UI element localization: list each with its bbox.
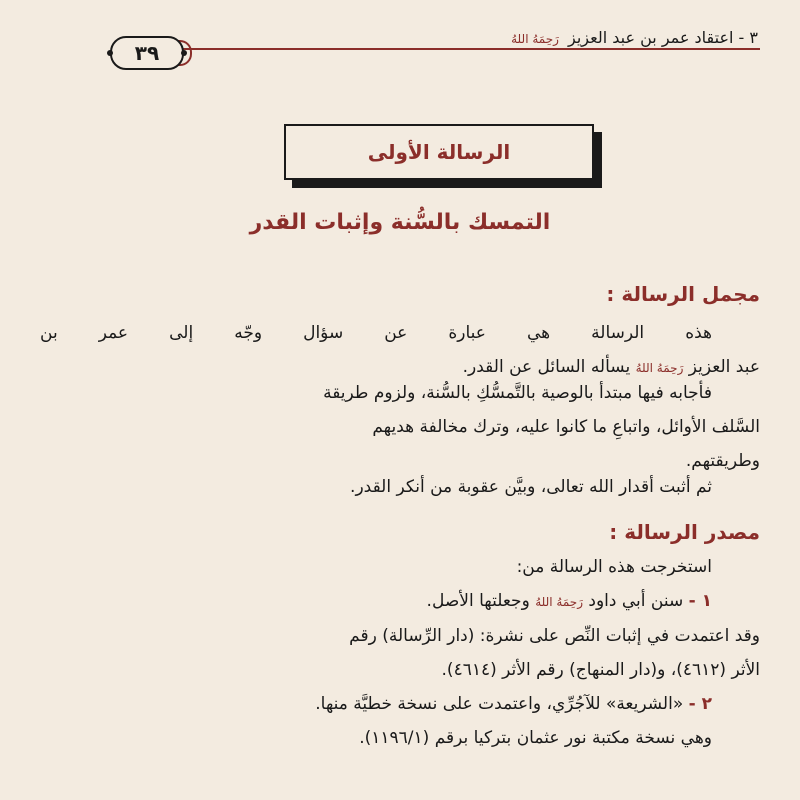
text-line: فأجابه فيها مبتدأ بالوصية بالتَّمسُّكِ بالسُّنة، ولزوم طريقة: [323, 383, 712, 403]
text-line: السَّلف الأوائل، واتباعِ ما كانوا عليه، وترك مخالفة هديهم: [372, 417, 760, 437]
title-box: [284, 124, 594, 180]
text-line: هذه الرسالة هي عبارة عن سؤال وجّه إلى عمر بن: [40, 323, 712, 343]
summary-text: [40, 316, 760, 385]
text-line: وهي نسخة مكتبة نور عثمان بتركيا برقم (١١٩٦/١).: [359, 728, 712, 748]
honorific-mark: رَحِمَهُ اللهُ: [535, 595, 583, 609]
running-header: [511, 28, 758, 47]
badge-dot-right: [181, 50, 187, 56]
text-line: وقد اعتمدت في إثبات النِّص على نشرة: (دار الرِّسالة) رقم: [349, 626, 760, 646]
text-fragment: سنن أبي داود: [588, 591, 684, 611]
text-line: الأثر (٤٦١٢)، و(دار المنهاج) رقم الأثر (٤٦١٤).: [441, 660, 760, 680]
answer-text: [40, 376, 760, 478]
text-fragment: يسأله السائل عن القدر.: [462, 357, 631, 377]
text-line: استخرجت هذه الرسالة من:: [516, 557, 712, 577]
item-number: ٢ -: [688, 694, 712, 714]
letter-subtitle: التمسك بالسُّنة وإثبات القدر: [249, 210, 551, 235]
page-number-badge: [110, 36, 184, 70]
item-number: ١ -: [688, 591, 712, 611]
honorific-mark: رَحِمَهُ اللهُ: [511, 32, 559, 46]
text-fragment: «الشريعة» للآجُرِّي، واعتمدت على نسخة خطيَّة منها.: [315, 694, 684, 714]
source-item-2: [40, 687, 760, 721]
text-fragment: عبد العزيز: [688, 357, 760, 377]
section-heading-summary: مجمل الرسالة :: [606, 282, 760, 306]
section-heading-source: مصدر الرسالة :: [609, 520, 760, 544]
running-title: ٣ - اعتقاد عمر بن عبد العزيز: [568, 28, 758, 47]
qadar-text: [40, 470, 760, 504]
source-item-1: [40, 584, 760, 619]
text-fragment: وجعلتها الأصل.: [426, 591, 530, 611]
text-line: ثم أثبت أقدار الله تعالى، وبيَّن عقوبة من أنكر القدر.: [350, 477, 712, 497]
source-text: [40, 550, 760, 755]
text-line: وطريقتهم.: [685, 451, 760, 471]
header-rule: [112, 48, 760, 50]
page-number: ٣٩: [134, 41, 160, 65]
letter-title: الرسالة الأولى: [367, 140, 511, 164]
badge-dot-left: [107, 50, 113, 56]
honorific-mark: رَحِمَهُ اللهُ: [635, 361, 684, 375]
